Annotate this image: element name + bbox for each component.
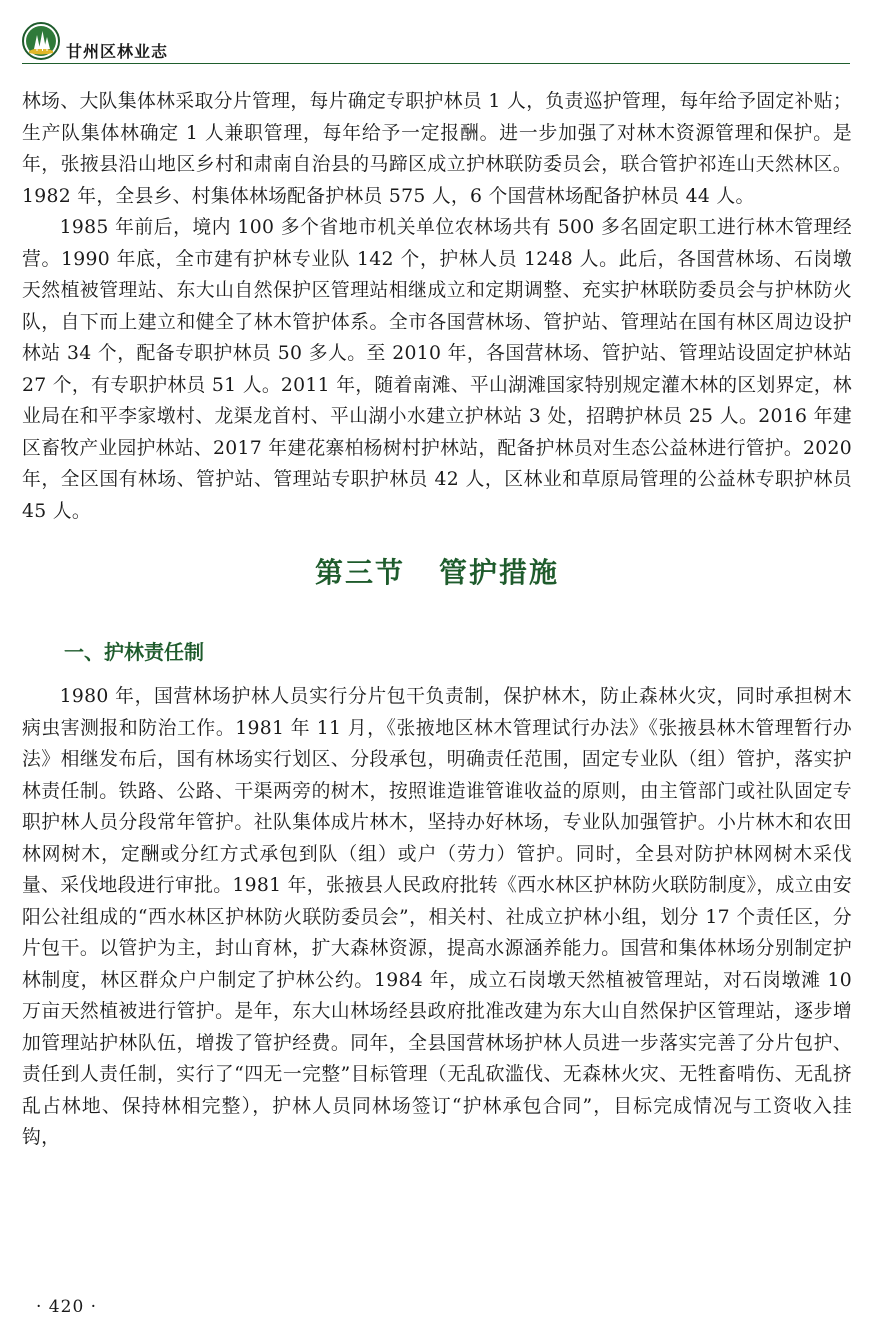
section-name: 管护措施 <box>439 556 560 589</box>
subsection-heading: 一、护林责任制 <box>64 640 204 664</box>
paragraph-3: 1980 年，国营林场护林人员实行分片包干负责制，保护林木，防止森林火灾，同时承担树木病虫害测报和防治工作。1981 年 11 月，《张掖地区林木管理试行办法》《张掖县林木管理暂行办法》相继发布后，国有林场实行划区、分段承包，明确责任范围，固定专业队（组）管护，落实护林责任制。铁路、公路、干渠两旁的树木，按照谁造谁管谁收益的原则，由主管部门或社队固定专职护林人员分段常年管护。社队集体成片林木，坚持办好林场，专业队加强管护。小片林木和农田林网树木，定酬或分红方式承包到队（组）或户（劳力）管护。同时，全县对防护林网树木采伐量、采伐地段进行审批。1981 年，张掖县人民政府批转《西水林区护林防火联防制度》，成立由安阳公社组成的“西水林区护林防火联防委员会”，相关村、社成立护林小组，划分 17 个责任区，分片包干。以管护为主，封山育林，扩大森林资源，提高水源涵养能力。国营和集体林场分别制定护林制度，林区群众户户制定了护林公约。1984 年，成立石岗墩天然植被管理站，对石岗墩滩 10 万亩天然植被进行管护。是年，东大山林场经县政府批准改建为东大山自然保护区管理站，逐步增加管理站护林队伍，增拨了管护经费。同年，全县国营林场护林人员进一步落实完善了分片包护、责任到人责任制，实行了“四无一完整”目标管理（无乱砍滥伐、无森林火灾、无牲畜啃伤、无乱挤乱占林地、保持林相完整），护林人员同林场签订“护林承包合同”，目标完成情况与工资收入挂钩， <box>22 686 852 1148</box>
page-content <box>22 86 852 1154</box>
header-divider <box>22 63 850 64</box>
page-number: · 420 · <box>36 1297 98 1317</box>
section-heading <box>22 553 852 623</box>
page-header <box>22 22 850 64</box>
paragraph-2: 1985 年前后，境内 100 多个省地市机关单位农林场共有 500 多名固定职工进行林木管理经营。1990 年底，全市建有护林专业队 142 个，护林人员 1248 人。此后，各国营林场、石岗墩天然植被管理站、东大山自然保护区管理站相继成立和定期调整、充实护林联防委员会与护林防火队，自下而上建立和健全了林木管护体系。全市各国营林场、管护站、管理站在国有林区周边设护林站 34 个，配备专职护林员 50 多人。至 2010 年，各国营林场、管护站、管理站设固定护林站 27 个，有专职护林员 51 人。2011 年，随着南滩、平山湖滩国家特别规定灌木林的区划界定，林业局在和平李家墩村、龙渠龙首村、平山湖小水建立护林站 3 处，招聘护林员 25 人。2016 年建区畜牧产业园护林站、2017 年建花寨柏杨树村护林站，配备护林员对生态公益林进行管护。2020 年，全区国有林场、管护站、管理站专职护林员 42 人，区林业和草原局管理的公益林专职护林员 45 人。 <box>22 217 852 522</box>
book-title: 甘州区林业志 <box>66 42 169 61</box>
forest-trees-logo-icon <box>22 22 60 60</box>
paragraph-1: 林场、大队集体林采取分片管理，每片确定专职护林员 1 人，负责巡护管理，每年给予固定补贴；生产队集体林确定 1 人兼职管理，每年给予一定报酬。进一步加强了对林木资源管理和保护。是年，张掖县沿山地区乡村和肃南自治县的马蹄区成立护林联防委员会，联合管护祁连山天然林区。1982 年，全县乡、村集体林场配备护林员 575 人，6 个国营林场配备护林员 44 人。 <box>22 91 852 207</box>
section-number: 第三节 <box>314 556 405 589</box>
